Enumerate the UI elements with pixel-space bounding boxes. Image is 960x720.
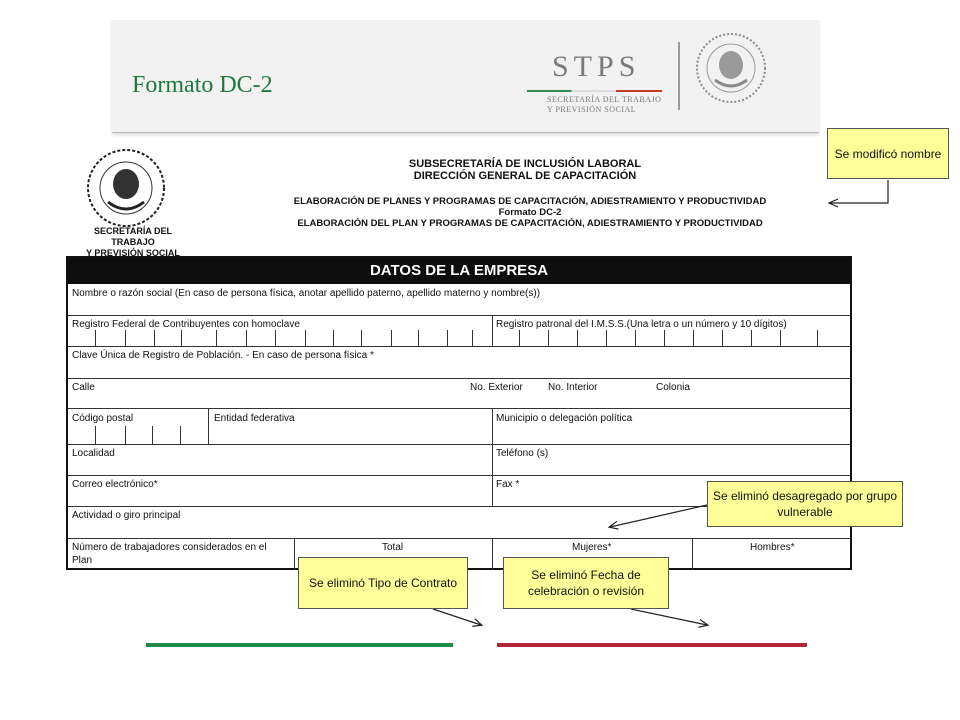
label-fax: Fax *	[496, 479, 520, 490]
callout-modifico: Se modificó nombre	[827, 128, 949, 179]
doc-heading-2: DIRECCIÓN GENERAL DE CAPACITACIÓN	[413, 170, 637, 182]
callout-desagregado: Se eliminó desagregado por grupo vulnerable	[707, 481, 903, 527]
stps-logo-sub-1: SECRETARÍA DEL TRABAJO	[547, 95, 662, 104]
label-imss: Registro patronal del I.M.S.S.(Una letra o un número y 10 dígitos)	[496, 319, 787, 330]
stps-logo-sub-2: Y PREVISIÓN SOCIAL	[547, 105, 637, 114]
doc-heading-1: SUBSECRETARÍA DE INCLUSIÓN LABORAL	[408, 158, 642, 170]
label-colonia: Colonia	[656, 382, 690, 393]
label-telefono: Teléfono (s)	[496, 448, 549, 459]
secretaria-name-2: Y PREVISIÓN SOCIAL	[86, 248, 180, 258]
arrow-fecha	[631, 609, 707, 625]
callout-fecha: Se eliminó Fecha de celebración o revisión	[503, 557, 669, 609]
secretaria-name-1: SECRETARÍA DEL TRABAJO	[93, 226, 172, 247]
label-trabajadores-2: Plan	[72, 555, 93, 566]
doc-heading-5: ELABORACIÓN DEL PLAN Y PROGRAMAS DE CAPACITACIÓN, ADIESTRAMIENTO Y PRODUCTIVIDAD	[297, 218, 763, 229]
arrow-desagregado	[610, 505, 707, 527]
label-no-exterior: No. Exterior	[470, 382, 523, 393]
doc-heading-4: Formato DC-2	[498, 207, 562, 218]
doc-heading-3: ELABORACIÓN DE PLANES Y PROGRAMAS DE CAPACITACIÓN, ADIESTRAMIENTO Y PRODUCTIVIDAD	[293, 196, 767, 207]
label-calle: Calle	[72, 382, 95, 393]
label-rfc: Registro Federal de Contribuyentes con homoclave	[72, 319, 300, 330]
footer-stripe-red	[497, 643, 807, 647]
label-correo: Correo electrónico*	[72, 479, 158, 490]
label-mujeres: Mujeres*	[572, 542, 612, 553]
arrow-tipo-contrato	[433, 609, 481, 625]
arrow-modifico	[830, 180, 888, 203]
stps-logo-word: STPS	[552, 50, 641, 83]
form-title: DATOS DE LA EMPRESA	[68, 258, 850, 284]
label-codigo-postal: Código postal	[72, 413, 134, 424]
label-municipio: Municipio o delegación política	[496, 413, 633, 424]
slide-title: Formato DC-2	[132, 72, 273, 98]
label-actividad: Actividad o giro principal	[72, 510, 181, 521]
label-curp: Clave Única de Registro de Población. - En caso de persona física *	[72, 350, 374, 361]
callout-tipo-contrato: Se eliminó Tipo de Contrato	[298, 557, 468, 609]
label-entidad: Entidad federativa	[214, 413, 295, 424]
label-total: Total	[382, 542, 404, 553]
label-hombres: Hombres*	[750, 542, 795, 553]
footer-stripe-green	[146, 643, 453, 647]
label-no-interior: No. Interior	[548, 382, 598, 393]
label-localidad: Localidad	[72, 448, 115, 459]
label-trabajadores-1: Número de trabajadores considerados en el	[72, 542, 267, 553]
label-razon-social: Nombre o razón social (En caso de persona física, anotar apellido paterno, apellido materno y nombre(s))	[72, 288, 541, 299]
